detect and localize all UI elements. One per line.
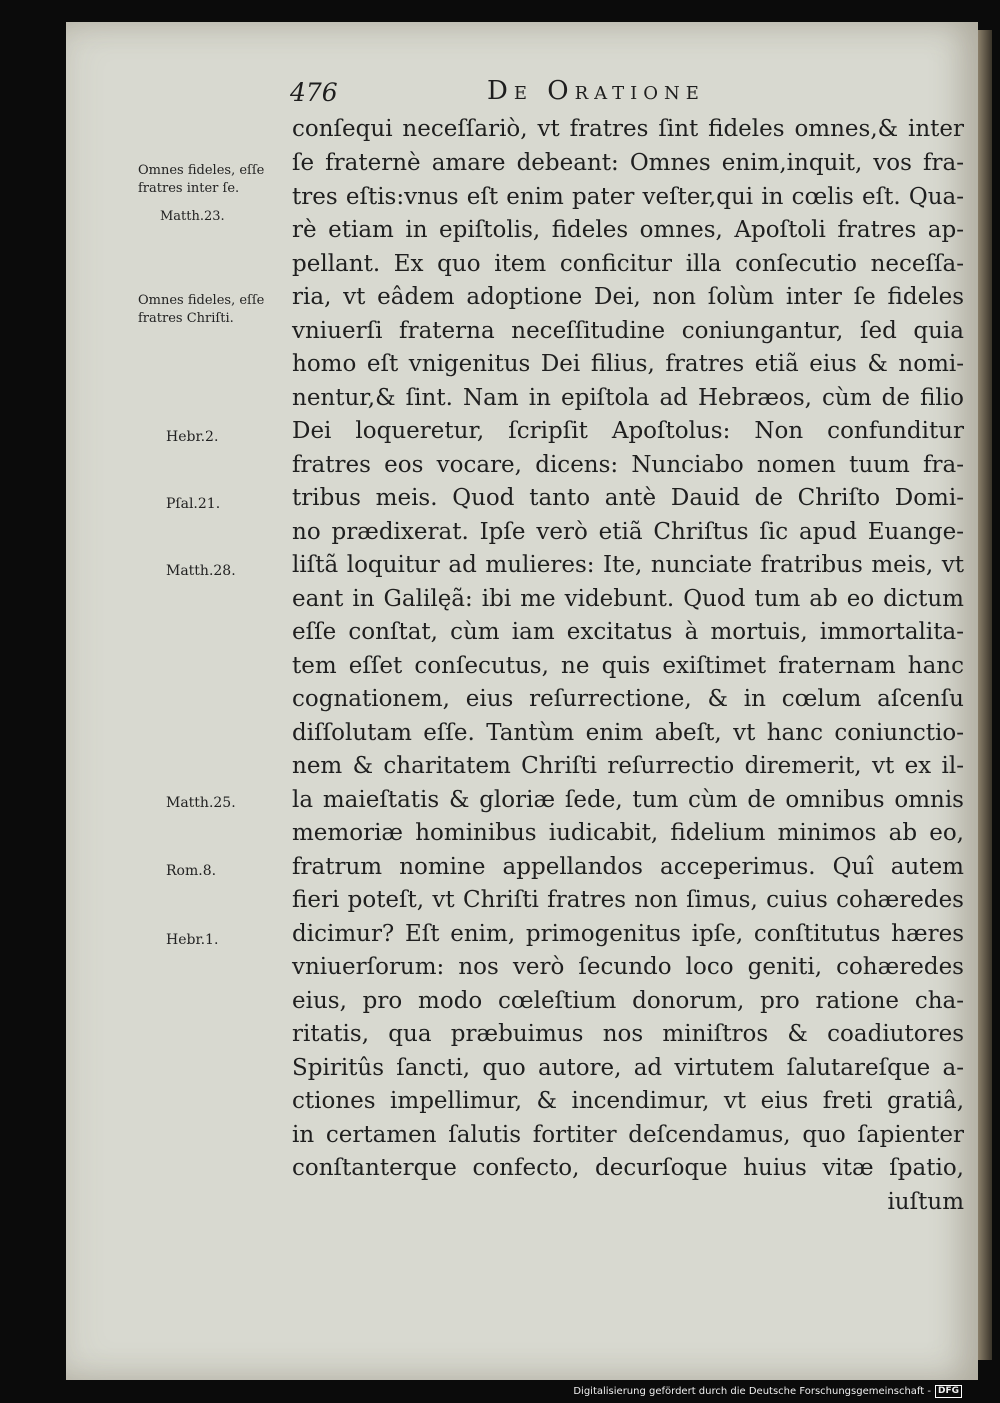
text-line: conſtanterque confecto, decurſoque huius vitæ ſpatio, xyxy=(292,1155,964,1181)
text-line: ctiones impellimur, & incendimur, vt eius freti gratiâ, xyxy=(292,1088,964,1114)
text-line: nentur,& ſint. Nam in epiſtola ad Hebræos, cùm de filio xyxy=(292,385,964,411)
catchword: iuſtum xyxy=(887,1189,964,1215)
margin-note: Hebr.2. xyxy=(166,429,219,445)
text-line: in certamen ſalutis fortiter deſcendamus, quo ſapienter xyxy=(292,1122,964,1148)
margin-note: fratres Chriſti. xyxy=(138,311,234,326)
dfg-logo: DFG xyxy=(935,1385,962,1398)
running-title: De Oratione xyxy=(487,76,705,106)
text-line: tres eſtis:vnus eſt enim pater veſter,qui in cœlis eſt. Qua- xyxy=(292,184,964,210)
page-header xyxy=(290,76,990,116)
margin-note: Pſal.21. xyxy=(166,496,221,512)
text-line: diſſolutam eſſe. Tantùm enim abeſt, vt hanc coniunctio- xyxy=(292,720,964,746)
text-line: vniuerſi fraterna neceſſitudine coniungantur, ſed quia xyxy=(292,318,964,344)
margin-note: Matth.28. xyxy=(166,563,236,579)
page-number: 476 xyxy=(290,78,338,107)
margin-note: Omnes fideles, eſſe xyxy=(138,293,265,308)
text-line: vniuerſorum: nos verò ſecundo loco geniti, cohæredes xyxy=(292,954,964,980)
text-line: liſtã loquitur ad mulieres: Ite, nunciate fratribus meis, vt xyxy=(292,552,964,578)
margin-note: Matth.23. xyxy=(160,209,225,224)
text-line: fieri poteſt, vt Chriſti fratres non ſimus, cuius cohæredes xyxy=(292,887,964,913)
text-line: no prædixerat. Ipſe verò etiã Chriſtus ſic apud Euange- xyxy=(292,519,964,545)
text-line: la maieſtatis & gloriæ ſede, tum cùm de omnibus omnis xyxy=(292,787,964,813)
text-line: eant in Galilęã: ibi me videbunt. Quod tum ab eo dictum xyxy=(292,586,964,612)
margin-note: fratres inter ſe. xyxy=(138,181,240,196)
text-line: homo eſt vnigenitus Dei filius, fratres etiã eius & nomi- xyxy=(292,351,964,377)
text-line: fratrum nomine appellandos acceperimus. Quî autem xyxy=(292,854,964,880)
text-line: pellant. Ex quo item conficitur illa conſecutio neceſſa- xyxy=(292,251,964,277)
text-line: conſequi neceſſariò, vt fratres ſint fideles omnes,& inter xyxy=(292,116,964,142)
text-line: tribus meis. Quod tanto antè Dauid de Chriſto Domi- xyxy=(292,485,964,511)
text-line: rè etiam in epiſtolis, fideles omnes, Apoſtoli fratres ap- xyxy=(292,217,964,243)
text-line: eius, pro modo cœleſtium donorum, pro ratione cha- xyxy=(292,988,964,1014)
margin-note: Hebr.1. xyxy=(166,932,219,948)
text-line: dicimur? Eſt enim, primogenitus ipſe, conſtitutus hæres xyxy=(292,921,964,947)
text-line: tem eſſet conſecutus, ne quis exiſtimet fraternam hanc xyxy=(292,653,964,679)
text-line: Spiritûs ſancti, quo autore, ad virtutem ſalutareſque a- xyxy=(292,1055,964,1081)
digitization-credit xyxy=(573,1383,962,1401)
text-line: Dei loqueretur, ſcripſit Apoſtolus: Non confunditur xyxy=(292,418,964,444)
margin-note: Omnes fideles, eſſe xyxy=(138,163,265,178)
credit-text: Digitalisierung gefördert durch die Deutsche Forschungsgemeinschaft - xyxy=(573,1386,931,1397)
text-line: memoriæ hominibus iudicabit, fidelium minimos ab eo, xyxy=(292,820,964,846)
text-line: eſſe conſtat, cùm iam excitatus à mortuis, immortalita- xyxy=(292,619,964,645)
page-edge xyxy=(978,30,992,1360)
text-line: nem & charitatem Chriſti reſurrectio diremerit, vt ex il- xyxy=(292,753,964,779)
margin-note: Matth.25. xyxy=(166,795,236,811)
text-line: cognationem, eius reſurrectione, & in cœlum aſcenſu xyxy=(292,686,964,712)
text-line: fratres eos vocare, dicens: Nunciabo nomen tuum fra- xyxy=(292,452,964,478)
text-line: ria, vt eâdem adoptione Dei, non ſolùm inter ſe fideles xyxy=(292,284,964,310)
margin-note: Rom.8. xyxy=(166,863,217,879)
text-line: ritatis, qua præbuimus nos miniſtros & coadiutores xyxy=(292,1021,964,1047)
text-line: ſe fraternè amare debeant: Omnes enim,inquit, vos fra- xyxy=(292,150,964,176)
